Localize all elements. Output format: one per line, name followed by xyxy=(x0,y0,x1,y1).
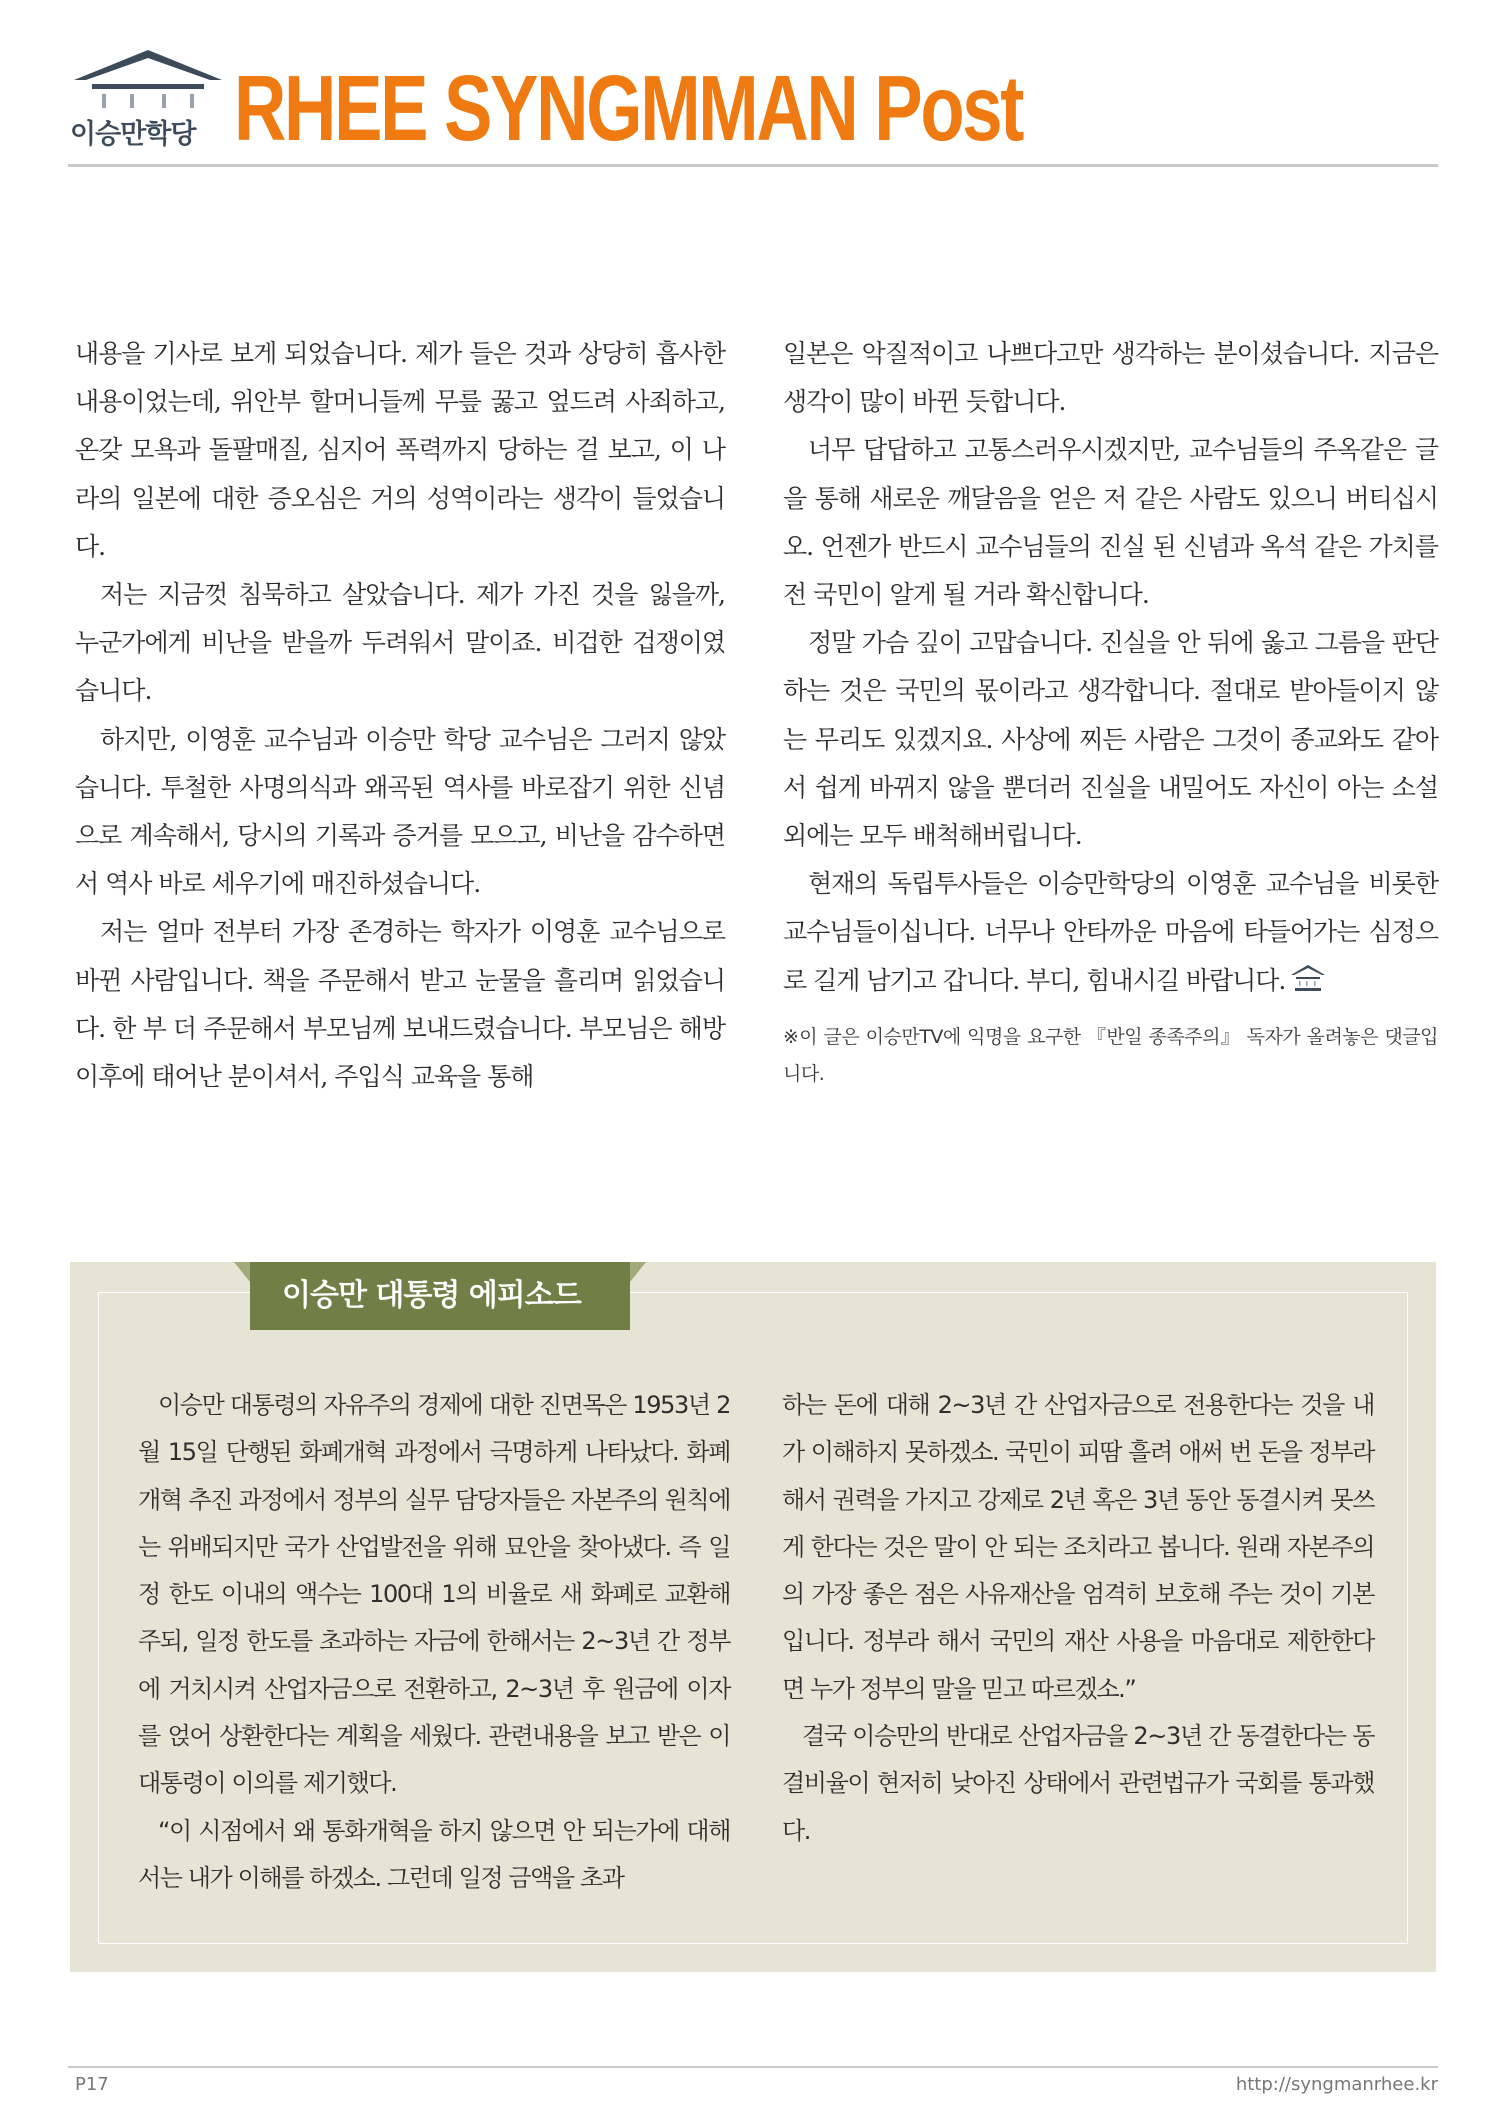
banner-fold-right xyxy=(630,1262,646,1282)
episode-paragraph: 이승만 대통령의 자유주의 경제에 대한 진면목은 1953년 2월 15일 단행된 화폐개혁 과정에서 극명하게 나타났다. 화폐개혁 추진 과정에서 정부의 실무 담당자들은 자본주의 원칙에는 위배되지만 국가 산업발전을 위해 묘안을 찾아냈다. 즉 일정 한도 이내의 액수는 100대 1의 비율로 새 화폐로 교환해 주되, 일정 한도를 초과하는 자금에 한해서는 2~3년 간 정부에 거치시켜 산업자금으로 전환하고, 2~3년 후 원금에 이자를 얹어 상환한다는 계획을 세웠다. 관련내용을 보고 받은 이 대통령이 이의를 제기했다. xyxy=(138,1391,730,1798)
episode-paragraph: “이 시점에서 왜 통화개혁을 하지 않으면 안 되는가에 대해서는 내가 이해를 하겠소. 그런데 일정 금액을 초과 xyxy=(138,1816,730,1892)
article-left-column xyxy=(75,330,725,1101)
school-logo xyxy=(68,48,228,158)
article-paragraph: 하지만, 이영훈 교수님과 이승만 학당 교수님은 그러지 않았습니다. 투철한 사명의식과 왜곡된 역사를 바로잡기 위한 신념으로 계속해서, 당시의 기록과 증거를 모으고, 비난을 감수하면서 역사 바로 세우기에 매진하셨습니다. xyxy=(75,724,725,899)
page-header xyxy=(68,48,1438,164)
article-right-column xyxy=(783,330,1438,1093)
episode-paragraph: 결국 이승만의 반대로 산업자금을 2~3년 간 동결한다는 동결비율이 현저히 낮아진 상태에서 관련법규가 국회를 통과했다. xyxy=(782,1722,1374,1845)
article-paragraph: 내용을 기사로 보게 되었습니다. 제가 들은 것과 상당히 흡사한 내용이었는데, 위안부 할머니들께 무릎 꿇고 엎드려 사죄하고, 온갖 모욕과 돌팔매질, 심지어 폭력까지 당하는 걸 보고, 이 나라의 일본에 대한 증오심은 거의 성역이라는 생각이 들었습니다. xyxy=(75,339,725,561)
banner-fold-left xyxy=(234,1262,250,1282)
article-paragraph: 너무 답답하고 고통스러우시겠지만, 교수님들의 주옥같은 글을 통해 새로운 깨달음을 얻은 저 같은 사람도 있으니 버티십시오. 언젠가 반드시 교수님들의 진실 된 신념과 옥석 같은 가치를 전 국민이 알게 될 거라 확신합니다. xyxy=(783,435,1438,610)
episode-paragraph: 하는 돈에 대해 2~3년 간 산업자금으로 전용한다는 것을 내가 이해하지 못하겠소. 국민이 피땀 흘려 애써 번 돈을 정부라 해서 권력을 가지고 강제로 2년 혹은 3년 동안 동결시켜 못쓰게 한다는 것은 말이 안 되는 조치라고 봅니다. 원래 자본주의의 가장 좋은 점은 사유재산을 엄격히 보호해 주는 것이 기본입니다. 정부라 해서 국민의 재산 사용을 마음대로 제한한다면 누가 정부의 말을 믿고 따르겠소.” xyxy=(782,1391,1374,1703)
article-closing-paragraph xyxy=(783,860,1438,1005)
article-paragraph: 저는 얼마 전부터 가장 존경하는 학자가 이영훈 교수님으로 바뀐 사람입니다. 책을 주문해서 받고 눈물을 흘리며 읽었습니다. 한 부 더 주문해서 부모님께 보내드렸습니다. 부모님은 해방 이후에 태어난 분이셔서, 주입식 교육을 통해 xyxy=(75,917,725,1092)
end-mark-logo-icon xyxy=(1289,963,1327,993)
logo-text: 이승만학당 xyxy=(70,119,196,150)
episode-box xyxy=(70,1262,1436,1972)
header-divider xyxy=(68,164,1438,167)
article-source-note: ※이 글은 이승만TV에 익명을 요구한 『반일 종족주의』 독자가 올려놓은 댓글입니다. xyxy=(783,1025,1438,1085)
episode-title: 이승만 대통령 에피소드 xyxy=(250,1262,630,1330)
publication-title: RHEE SYNGMMAN Post xyxy=(234,56,1023,160)
article-paragraph-text: 현재의 독립투사들은 이승만학당의 이영훈 교수님을 비롯한 교수님들이십니다. 너무나 안타까운 마음에 타들어가는 심정으로 길게 남기고 갑니다. 부디, 힘내시길 바랍니다. xyxy=(783,869,1438,995)
house-logo-icon xyxy=(68,48,228,114)
website-url[interactable]: http://syngmanrhee.kr xyxy=(1235,2074,1438,2095)
episode-right-column xyxy=(782,1382,1374,1855)
episode-banner xyxy=(172,1262,644,1334)
page-number: P17 xyxy=(75,2074,109,2095)
article-paragraph: 정말 가슴 깊이 고맙습니다. 진실을 안 뒤에 옳고 그름을 판단하는 것은 국민의 몫이라고 생각합니다. 절대로 받아들이지 않는 무리도 있겠지요. 사상에 찌든 사람은 그것이 종교와도 같아서 쉽게 바뀌지 않을 뿐더러 진실을 내밀어도 자신이 아는 소설 외에는 모두 배척해버립니다. xyxy=(783,628,1438,851)
episode-left-column xyxy=(138,1382,730,1902)
article-paragraph: 저는 지금껏 침묵하고 살았습니다. 제가 가진 것을 잃을까, 누군가에게 비난을 받을까 두려워서 말이죠. 비겁한 겁쟁이였습니다. xyxy=(75,580,725,706)
article-paragraph: 일본은 악질적이고 나쁘다고만 생각하는 분이셨습니다. 지금은 생각이 많이 바뀐 듯합니다. xyxy=(783,339,1438,417)
footer-divider xyxy=(68,2066,1438,2068)
